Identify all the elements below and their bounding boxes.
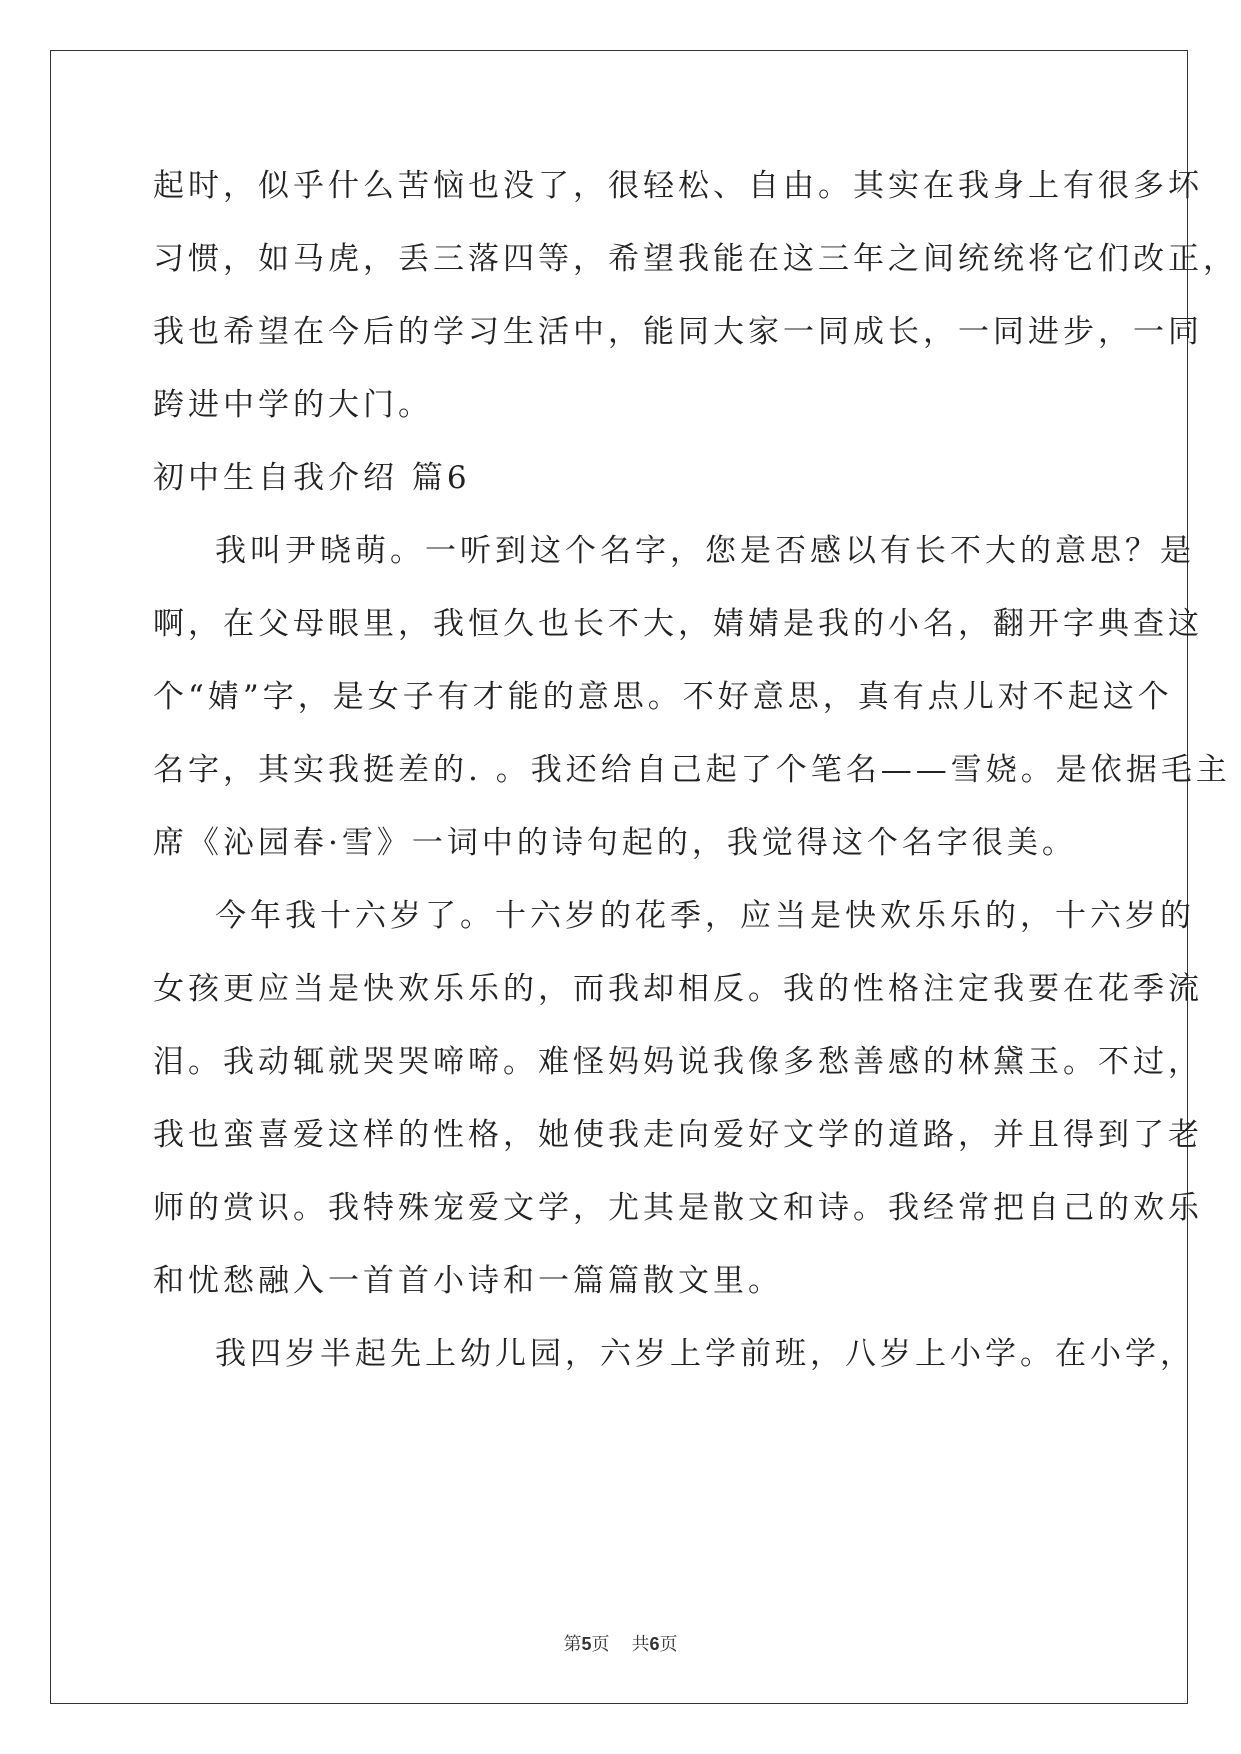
paragraph-line: 女孩更应当是快欢乐乐的，而我却相反。我的性格注定我要在花季流	[153, 971, 1203, 1007]
paragraph-line: 师的赏识。我特殊宠爱文学，尤其是散文和诗。我经常把自己的欢乐	[153, 1190, 1203, 1226]
page-suffix: 页	[591, 1634, 610, 1655]
current-page-number: 5	[581, 1634, 592, 1654]
paragraph-line: 泪。我动辄就哭哭啼啼。难怪妈妈说我像多愁善感的林黛玉。不过，	[153, 1044, 1203, 1080]
paragraph-line: 我叫尹晓萌。一听到这个名字，您是否感以有长不大的意思？是	[215, 533, 1195, 569]
paragraph-line: 今年我十六岁了。十六岁的花季，应当是快欢乐乐的，十六岁的	[215, 898, 1195, 934]
page-border	[50, 50, 1188, 1704]
paragraph-line: 习惯，如马虎，丢三落四等，希望我能在这三年之间统统将它们改正，	[153, 241, 1238, 277]
total-page-number: 6	[649, 1634, 660, 1654]
page-footer	[0, 1630, 1241, 1656]
paragraph-line: 我也希望在今后的学习生活中，能同大家一同成长，一同进步，一同	[153, 314, 1203, 350]
section-heading: 初中生自我介绍 篇6	[153, 460, 471, 496]
paragraph-line: 我也蛮喜爱这样的性格，她使我走向爱好文学的道路，并且得到了老	[153, 1117, 1203, 1153]
paragraph-line: 名字，其实我挺差的. 。我还给自己起了个笔名——雪娆。是依据毛主	[153, 752, 1231, 788]
paragraph-line: 跨进中学的大门。	[153, 387, 433, 423]
paragraph-line: 啊，在父母眼里，我恒久也长不大，婧婧是我的小名，翻开字典查这	[153, 606, 1203, 642]
paragraph-line: 个“婧”字，是女子有才能的意思。不好意思，真有点儿对不起这个	[153, 679, 1173, 715]
paragraph-line: 和忧愁融入一首首小诗和一篇篇散文里。	[153, 1263, 783, 1299]
paragraph-line: 我四岁半起先上幼儿园，六岁上学前班，八岁上小学。在小学，	[215, 1336, 1195, 1372]
paragraph-line: 席《沁园春·雪》一词中的诗句起的，我觉得这个名字很美。	[153, 825, 1077, 861]
paragraph-line: 起时，似乎什么苦恼也没了，很轻松、自由。其实在我身上有很多坏	[153, 168, 1203, 204]
total-suffix: 页	[659, 1634, 678, 1655]
page-prefix: 第	[563, 1634, 582, 1655]
total-prefix: 共	[631, 1634, 650, 1655]
